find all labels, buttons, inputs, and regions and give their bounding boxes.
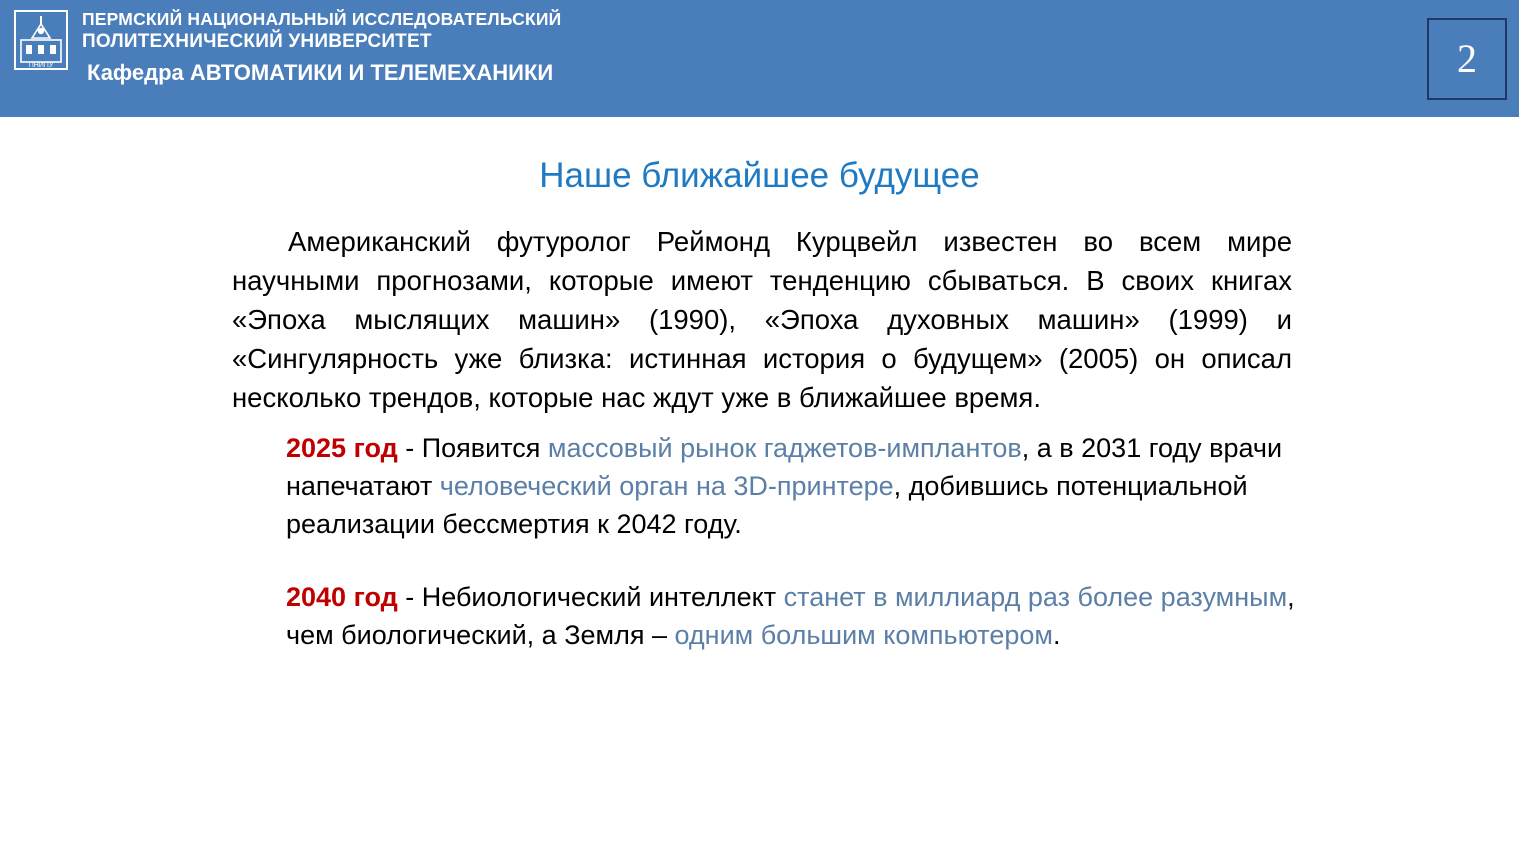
forecast-2025-text-part3: , добившись потенциальной реализации бессмертия к 2042 году. (286, 471, 1248, 539)
forecast-2040-highlight2: одним большим компьютером (674, 620, 1053, 650)
forecast-2025-highlight2: человеческий орган на 3D-принтере (439, 471, 894, 501)
slide-body (0, 117, 1519, 650)
department-name: Кафедра АВТОМАТИКИ И ТЕЛЕМЕХАНИКИ (87, 60, 554, 85)
forecast-2040-text-part2: , чем биологический, а Земля – (286, 582, 1295, 650)
forecast-2040-text-part3: . (1052, 620, 1061, 650)
forecast-block-2025 (286, 429, 1296, 543)
forecast-2025-text-part1: - Появится (397, 433, 548, 463)
forecast-2040-text-part1: - Небиологический интеллект (397, 582, 784, 612)
forecast-year-2040: 2040 год (286, 582, 398, 612)
slide-number-box (1427, 18, 1507, 100)
university-name-line2: ПОЛИТЕХНИЧЕСКИЙ УНИВЕРСИТЕТ (82, 31, 432, 52)
header-brand (14, 8, 561, 88)
forecast-2025-text-part2: , а в 2031 году врачи напечатают (286, 433, 1283, 501)
forecast-year-2025: 2025 год (286, 433, 398, 463)
forecast-2025-highlight1: массовый рынок гаджетов-имплантов (547, 433, 1022, 463)
svg-text:ПНИПУ: ПНИПУ (28, 62, 54, 69)
pnrpu-logo-icon (14, 10, 68, 70)
intro-paragraph: Американский футуролог Реймонд Курцвейл известен во всем мире научными прогнозами, которые имеют тенденцию сбываться. В своих книгах «Эпоха мыслящих машин» (1990), «Эпоха духовных машин» (1999) и «Сингулярность уже близка: истинная история о будущем» (2005) он описал несколько трендов, которые нас ждут уже в ближайшее время. (232, 226, 1292, 413)
university-name-line1: ПЕРМСКИЙ НАЦИОНАЛЬНЫЙ ИССЛЕДОВАТЕЛЬСКИЙ (82, 9, 562, 29)
page-title: Наше ближайшее будущее (539, 156, 980, 195)
forecast-block-2040 (286, 578, 1296, 654)
slide-number: 2 (1457, 36, 1477, 81)
header-text-group (82, 8, 561, 88)
slide-header (0, 0, 1519, 117)
forecast-2040-highlight1: станет в миллиард раз более разумным (783, 582, 1288, 612)
